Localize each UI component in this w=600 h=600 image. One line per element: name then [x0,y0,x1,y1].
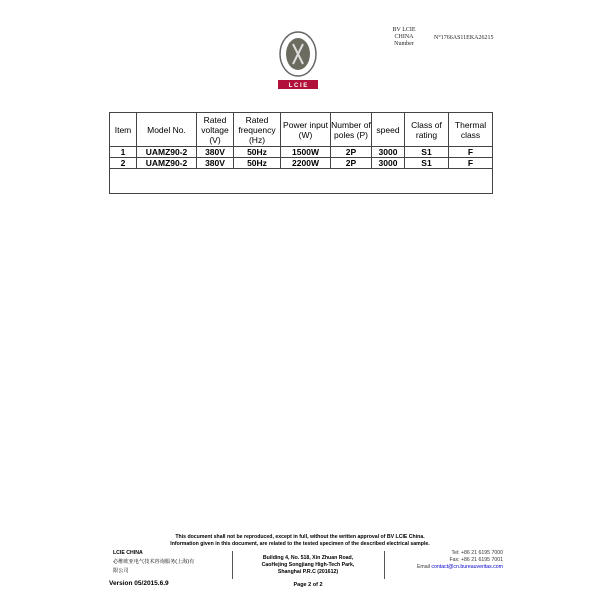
cell: 2P [331,158,372,169]
cell: S1 [405,147,449,158]
cell: 2200W [281,158,331,169]
empty-cell [110,169,493,194]
company-cn: 限公司 [113,568,129,574]
cell: 1 [110,147,137,158]
header-thermal: Thermal class [449,113,493,147]
bureau-veritas-lcie-logo [275,30,321,90]
empty-row [110,169,493,194]
header-frequency: Rated frequency (Hz) [234,113,281,147]
cell: S1 [405,158,449,169]
header-rating: Class of rating [405,113,449,147]
cell: 3000 [372,158,405,169]
footer-address [232,555,384,576]
header-item: Item [110,113,137,147]
header-model: Model No. [137,113,197,147]
cell: 2 [110,158,137,169]
cell: F [449,158,493,169]
footer-notice [0,534,600,548]
header-power: Power input (W) [281,113,331,147]
address-line: Shanghai P.R.C (201612) [277,569,339,575]
cell: 3000 [372,147,405,158]
cell: 50Hz [234,147,281,158]
notice-line: Information given in this document, are related to the tested specimen of the described electrical sample. [170,541,430,547]
company-cn: 必维欧亚电气技术咨询服务(上海)有 [113,559,195,565]
cell: F [449,147,493,158]
email-link[interactable]: contact@cn.bureauveritas.com [431,564,503,570]
company-name: LCIE CHINA [113,550,143,556]
cell: 380V [197,158,234,169]
cell: 2P [331,147,372,158]
header-speed: speed [372,113,405,147]
header-poles: Number of poles (P) [331,113,372,147]
fax: Fax: +86 21 6195 7001 [449,557,503,563]
address-line: CaoHejing Songjiang High-Tech Park, [261,562,355,568]
document-number: N°1766AS11EKA26215 [434,35,494,41]
page-number: Page 2 of 2 [293,582,323,588]
org-line: BV LCIE [392,27,416,33]
footer-company [113,550,194,575]
org-label [386,27,422,48]
table-row [110,158,493,169]
address-line: Building 4, No. 518, Xin Zhuan Road, [262,555,354,561]
cell: 50Hz [234,158,281,169]
svg-text:L C I E: L C I E [288,83,308,89]
footer-contact [417,550,503,571]
email-label: Email [416,564,430,570]
table-header-row [110,113,493,147]
header-voltage: Rated voltage (V) [197,113,234,147]
divider [384,551,385,579]
org-line: Number [394,41,414,47]
cell: UAMZ90-2 [137,158,197,169]
tel: Tel: +86 21 6195 7000 [451,550,503,556]
cell: UAMZ90-2 [137,147,197,158]
cell: 380V [197,147,234,158]
notice-line: This document shall not be reproduced, except in full, without the written approval of BV LCIE China. [175,534,425,540]
specs-table [109,112,493,194]
cell: 1500W [281,147,331,158]
version: Version 05/2015.6.9 [109,580,169,587]
org-line: CHINA [394,34,414,40]
table-row [110,147,493,158]
